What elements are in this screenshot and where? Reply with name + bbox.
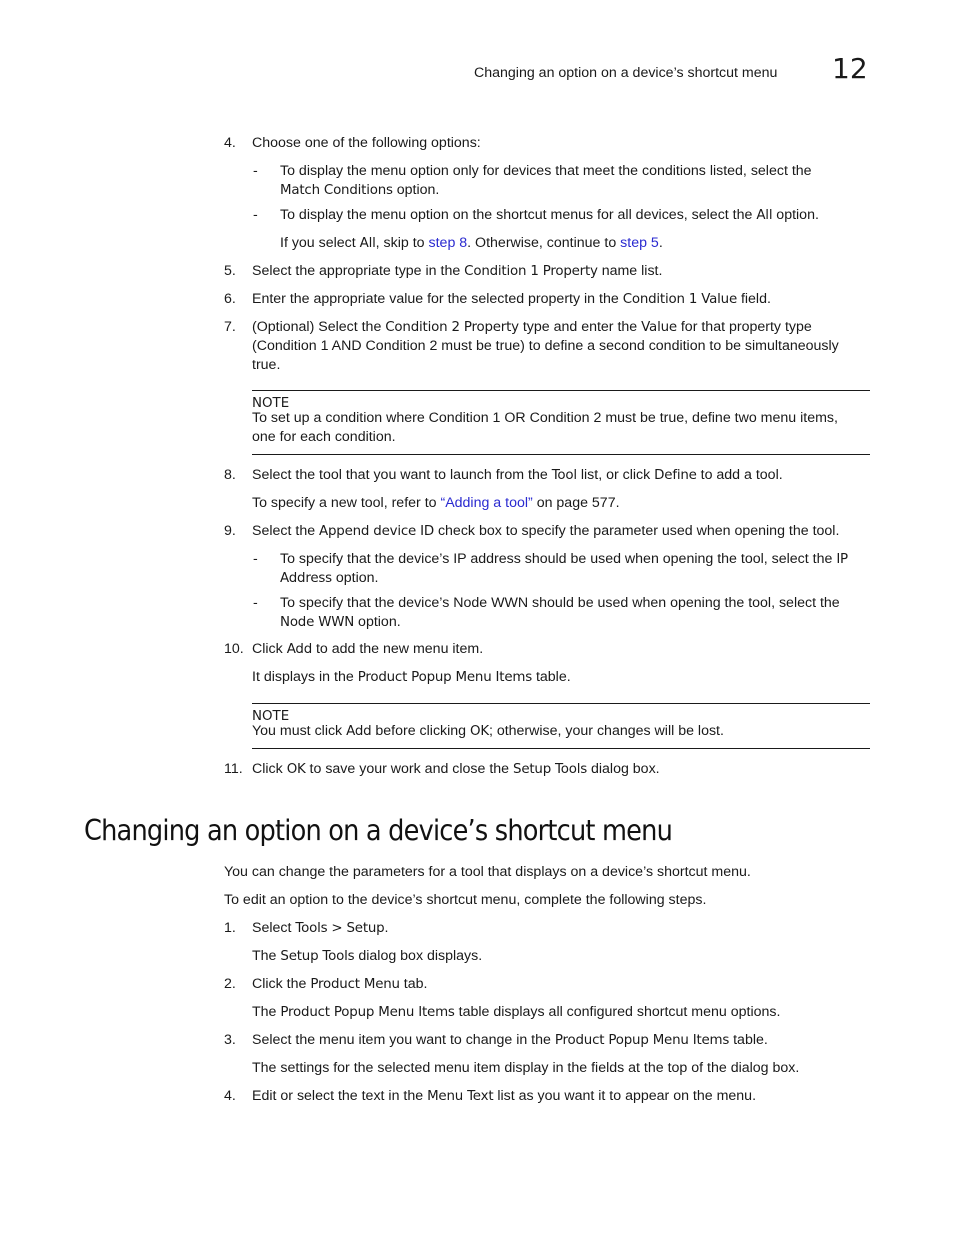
step-followup: The Product Popup Menu Items table displays all configured shortcut menu options. [252, 1004, 781, 1020]
step-number: 2. [224, 976, 236, 992]
section-heading: Changing an option on a device’s shortcut menu [84, 814, 673, 847]
step-text: Choose one of the following options: [252, 135, 481, 151]
step-followup: The Setup Tools dialog box displays. [252, 948, 483, 964]
section-intro: To edit an option to the device’s shortcut menu, complete the following steps. [224, 892, 707, 908]
note-top-rule [252, 703, 870, 704]
step-followup: To specify a new tool, refer to “Adding a tool” on page 577. [252, 495, 620, 511]
step-text: Click OK to save your work and close the Setup Tools dialog box. [252, 761, 660, 777]
option-text: To specify that the device’s IP address should be used when opening the tool, select the IP Address option. [280, 551, 848, 586]
bullet: - [253, 207, 258, 223]
link-step-8[interactable]: step 8 [428, 235, 468, 251]
step-number: 7. [224, 319, 236, 335]
note-text: You must click Add before clicking OK; otherwise, your changes will be lost. [252, 723, 724, 739]
step-followup: It displays in the Product Popup Menu Items table. [252, 669, 571, 685]
note-bottom-rule [252, 454, 870, 455]
step-number: 8. [224, 467, 236, 483]
note-label: NOTE [252, 396, 290, 411]
bullet: - [253, 551, 258, 567]
step-text: (Optional) Select the Condition 2 Property type and enter the Value for that property type (Condition 1 AND Condition 2 must be true) to define a second condition to be simultaneously true. [252, 319, 839, 373]
step-number: 4. [224, 1088, 236, 1104]
note-text: To set up a condition where Condition 1 OR Condition 2 must be true, define two menu items, one for each condition. [252, 410, 838, 445]
step-number: 10. [224, 641, 244, 657]
step-number: 4. [224, 135, 236, 151]
option-text: To display the menu option on the shortcut menus for all devices, select the All option. [280, 207, 819, 223]
step-text: Select the appropriate type in the Condition 1 Property name list. [252, 263, 663, 279]
bullet: - [253, 163, 258, 179]
step-number: 3. [224, 1032, 236, 1048]
step-number: 1. [224, 920, 236, 936]
link-adding-a-tool[interactable]: “Adding a tool” [440, 495, 533, 511]
chapter-number: 12 [832, 52, 868, 85]
bullet: - [253, 595, 258, 611]
note-label: NOTE [252, 709, 290, 724]
step-text: Select the tool that you want to launch from the Tool list, or click Define to add a tool. [252, 467, 783, 483]
step-followup: The settings for the selected menu item display in the fields at the top of the dialog box. [252, 1060, 800, 1076]
option-text: To specify that the device’s Node WWN should be used when opening the tool, select the Node WWN option. [280, 595, 840, 630]
option-text: To display the menu option only for devices that meet the conditions listed, select the Match Conditions option. [280, 163, 812, 198]
section-intro: You can change the parameters for a tool that displays on a device’s shortcut menu. [224, 864, 751, 880]
step-text: Select Tools > Setup. [252, 920, 389, 936]
step-text: Click the Product Menu tab. [252, 976, 428, 992]
step-text: Select the Append device ID check box to specify the parameter used when opening the tool. [252, 523, 840, 539]
step-followup: If you select All, skip to step 8. Otherwise, continue to step 5. [280, 235, 663, 251]
step-number: 5. [224, 263, 236, 279]
note-bottom-rule [252, 748, 870, 749]
note-top-rule [252, 390, 870, 391]
step-number: 6. [224, 291, 236, 307]
step-text: Select the menu item you want to change in the Product Popup Menu Items table. [252, 1032, 768, 1048]
step-number: 11. [224, 761, 243, 777]
running-header-title: Changing an option on a device’s shortcut menu [474, 65, 778, 81]
link-step-5[interactable]: step 5 [620, 235, 659, 251]
step-text: Enter the appropriate value for the selected property in the Condition 1 Value field. [252, 291, 771, 307]
step-text: Edit or select the text in the Menu Text list as you want it to appear on the menu. [252, 1088, 757, 1104]
step-number: 9. [224, 523, 236, 539]
step-text: Click Add to add the new menu item. [252, 641, 484, 657]
